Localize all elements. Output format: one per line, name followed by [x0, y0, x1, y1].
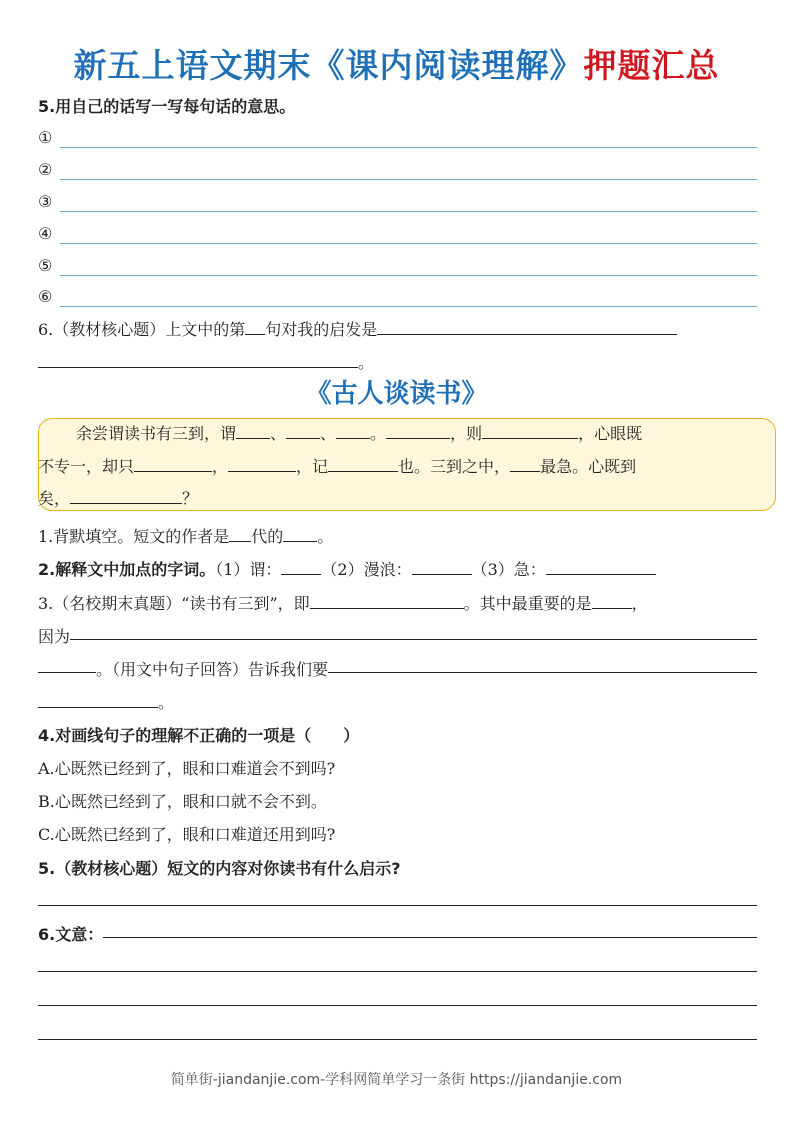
q6-answer-line-2[interactable]: [38, 971, 757, 972]
question-3-line-1: [38, 591, 757, 614]
passage-text: 最急。心既到: [540, 457, 637, 476]
q3-reason-blank-2[interactable]: [38, 657, 96, 673]
passage-line-2: [38, 456, 757, 477]
passage-blank[interactable]: [510, 456, 540, 472]
question-6-prompt: [38, 317, 757, 340]
question-5-prompt-passage: 5.（教材核心题）短文的内容对你读书有什么启示?: [38, 859, 401, 878]
passage-line-3: [38, 488, 757, 509]
passage-text: ，心眼既: [578, 424, 643, 443]
passage-blank[interactable]: [286, 423, 320, 439]
answer-line-6[interactable]: [38, 285, 757, 307]
q3-reason-blank[interactable]: [70, 624, 757, 640]
q3-text: 3.（名校期末真题）“读书有三到”，即: [38, 594, 310, 613]
question-4-option-c[interactable]: C.心既然已经到了，眼和口难道还用到吗?: [38, 825, 336, 844]
q6-end-mark: 。: [358, 353, 375, 372]
q3-text: 。其中最重要的是: [463, 594, 592, 613]
q6-answer-line-4[interactable]: [38, 1039, 757, 1040]
passage-text: 矣，: [38, 489, 71, 508]
q6-answer-blank[interactable]: [377, 319, 677, 335]
answer-line-4[interactable]: [38, 222, 757, 244]
question-3-line-3: [38, 657, 757, 680]
q2-item-2: （2）漫浪：: [321, 560, 412, 579]
answer-marker-4: ④: [38, 224, 53, 243]
passage-blank[interactable]: [70, 488, 182, 504]
title-part-summary: 押题汇总: [583, 46, 720, 85]
question-2: [38, 557, 757, 580]
q6-text-a: 6.（教材核心题）上文中的第: [38, 320, 246, 339]
q1-dynasty-blank[interactable]: [229, 526, 251, 542]
passage-blank[interactable]: [482, 423, 578, 439]
q1-text: 1.背默填空。短文的作者是: [38, 527, 230, 546]
q2-blank-2[interactable]: [412, 559, 472, 575]
q3-text: 。: [158, 693, 175, 712]
q6-prompt: 6.文意：: [38, 925, 104, 944]
passage-text: ？: [182, 489, 199, 508]
q1-text: 代的: [251, 527, 284, 546]
answer-line-2[interactable]: [38, 158, 757, 180]
passage-text: ，则: [450, 424, 483, 443]
passage-text: ，记: [296, 457, 329, 476]
answer-line-5[interactable]: [38, 254, 757, 276]
question-1: [38, 524, 757, 547]
q3-text: ，: [631, 594, 648, 613]
question-3-line-2: [38, 624, 757, 647]
title-part-topic: 《课内阅读理解》: [311, 46, 584, 85]
passage-blank[interactable]: [386, 423, 450, 439]
answer-marker-3: ③: [38, 192, 53, 211]
question-5-prompt: 5.用自己的话写一写每句话的意思。: [38, 97, 296, 116]
q6-meaning-blank[interactable]: [103, 922, 757, 938]
q2-blank-1[interactable]: [281, 559, 321, 575]
page-title: [0, 42, 793, 90]
answer-line-1[interactable]: [38, 126, 757, 148]
passage-text: 也。三到之中，: [398, 457, 511, 476]
passage-blank[interactable]: [236, 423, 270, 439]
passage-blank[interactable]: [134, 456, 212, 472]
answer-line-3[interactable]: [38, 190, 757, 212]
passage-text: 余尝谓读书有三到，谓: [76, 424, 237, 443]
passage-blank[interactable]: [228, 456, 296, 472]
footer-watermark: 简单街-jiandanjie.com-学科网简单学习一条街 https://jiandanjie.com: [170, 1072, 623, 1088]
passage-text: 。: [370, 424, 387, 443]
question-4-prompt: 4.对画线句子的理解不正确的一项是（ ）: [38, 726, 360, 745]
passage-text: 不专一，却只: [38, 457, 135, 476]
answer-marker-5: ⑤: [38, 256, 53, 275]
passage-blank[interactable]: [328, 456, 398, 472]
q3-blank-1[interactable]: [310, 593, 464, 609]
q5-answer-line[interactable]: [38, 905, 757, 906]
q2-item-1: （1）谓：: [215, 560, 282, 579]
passage-text: ，: [212, 457, 229, 476]
passage-title: 《古人谈读书》: [305, 379, 488, 409]
q2-item-3: （3）急：: [471, 560, 546, 579]
question-3-line-4: [38, 690, 757, 713]
answer-marker-6: ⑥: [38, 287, 53, 306]
q3-text: 因为: [38, 627, 71, 646]
q3-lesson-blank-2[interactable]: [38, 692, 158, 708]
q6-answer-blank-2[interactable]: [38, 352, 358, 368]
passage-blank[interactable]: [336, 423, 370, 439]
question-6-meaning: [38, 922, 757, 945]
passage-text: 、: [320, 424, 337, 443]
q2-blank-3[interactable]: [546, 559, 656, 575]
q2-prompt: 2.解释文中加点的字词。: [38, 560, 216, 579]
answer-marker-2: ②: [38, 160, 53, 179]
q1-text: 。: [317, 527, 334, 546]
passage-line-1: [76, 423, 757, 444]
title-part-grade: 新五上语文期末: [73, 46, 312, 85]
q6-answer-line-3[interactable]: [38, 1005, 757, 1006]
q6-text-b: 句对我的启发是: [265, 320, 378, 339]
q3-text: 。（用文中句子回答）告诉我们要: [96, 660, 329, 679]
question-4-option-b[interactable]: B.心既然已经到了，眼和口就不会不到。: [38, 792, 327, 811]
q6-sentence-blank[interactable]: [245, 319, 265, 335]
q3-lesson-blank[interactable]: [328, 657, 757, 673]
question-4-option-a[interactable]: A.心既然已经到了，眼和口难道会不到吗?: [38, 759, 336, 778]
q3-blank-2[interactable]: [592, 593, 632, 609]
question-6-continuation: [38, 350, 757, 373]
answer-marker-1: ①: [38, 128, 53, 147]
q1-author-blank[interactable]: [283, 526, 317, 542]
passage-text: 、: [270, 424, 287, 443]
